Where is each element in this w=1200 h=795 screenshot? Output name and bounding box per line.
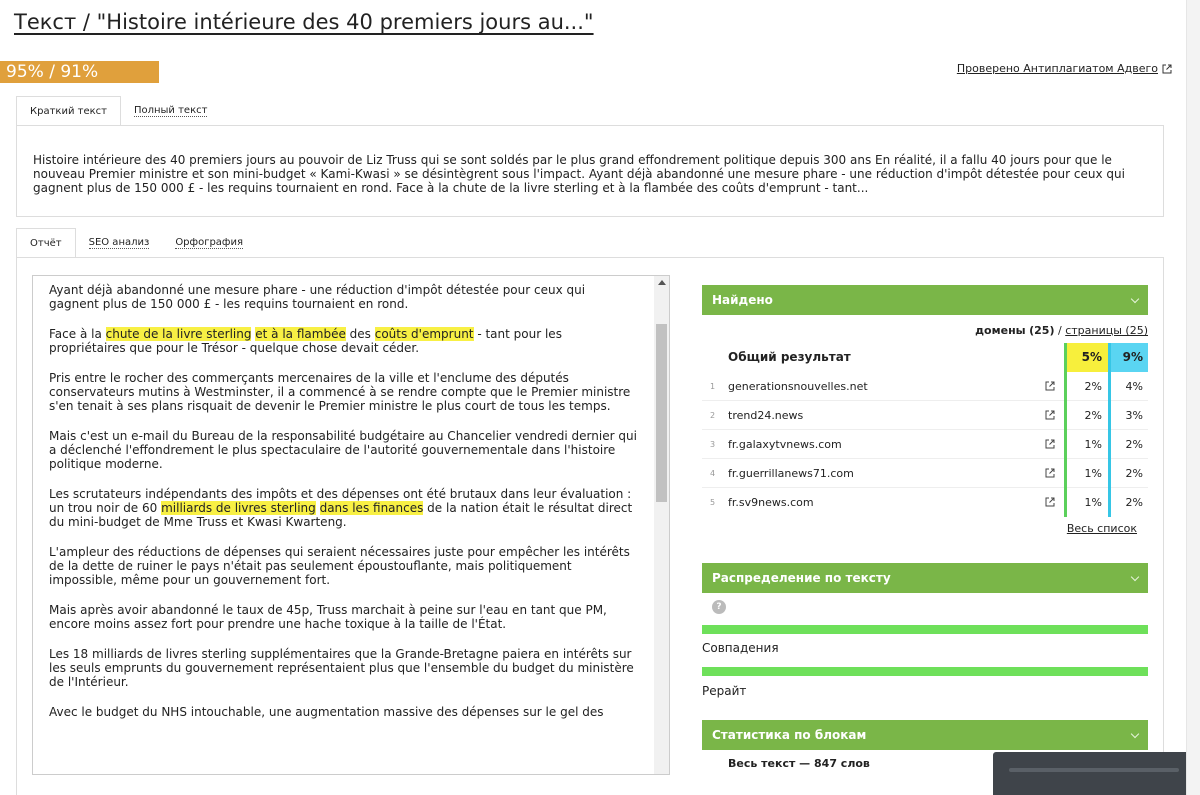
row-domain[interactable]: fr.galaxytvnews.com [728,438,842,451]
matches-label: Совпадения [702,641,779,655]
row-number: 1 [710,382,716,391]
row-domain[interactable]: fr.sv9news.com [728,496,814,509]
row-matches-value: 2% [1064,372,1108,401]
match-highlight: chute de la livre sterling [105,327,252,341]
external-link-icon[interactable] [1045,381,1055,394]
tab-short-text-label: Краткий текст [30,106,107,117]
short-text-preview: Histoire intérieure des 40 premiers jours au pouvoir de Liz Truss qui se sont soldés par le plus grand effondrement politique depuis 300 ans En réalité, il a fallu 40 jours pour que le nouveau Premier ministre et son mini-budget « Kami-Kwasi » se désintègrent sous l'impact. Ayant déjà abandonné une mesure phare - une réduction d'impôt détestée pour ceux qui gagnent plus de 150 000 £ - les requins tournaient en rond. Face à la chute de la livre sterling et à la flambée des coûts d'emprunt - tant... [16,125,1164,217]
tab-full-text-label: Полный текст [133,105,208,116]
rewrite-label: Рерайт [702,684,747,698]
external-link-icon [1162,64,1172,74]
page-title: Текст / "Histoire intérieure des 40 premiers jours au..." [14,10,594,34]
page-scrollbar[interactable] [1186,0,1200,795]
row-rewrite-value: 2% [1108,459,1148,488]
table-row[interactable] [702,430,1148,459]
row-rewrite-value: 3% [1108,401,1148,430]
text-span: Face à la [49,327,106,341]
row-number: 5 [710,498,716,507]
checked-text-content [33,276,669,719]
match-highlight: et à la flambée [255,327,346,341]
chevron-down-icon [1131,730,1139,738]
row-rewrite-value: 2% [1108,488,1148,517]
row-matches-value: 1% [1064,488,1108,517]
matches-distribution-bar [702,625,1148,634]
text-paragraph [49,487,637,529]
text-span: - tant pour les propriétaires que pour le Trésor - quelque chose devait céder. [49,327,562,355]
match-highlight: coûts d'emprunt [374,327,474,341]
report-tabs [16,228,256,258]
text-scrollbar[interactable] [654,276,669,774]
checked-text-area[interactable] [32,275,670,775]
found-heading: Найдено [712,293,773,307]
domains-count: (25) [1029,324,1055,337]
row-number: 4 [710,469,716,478]
text-paragraph: Les 18 milliards de livres sterling supplémentaires que la Grande-Bretagne paiera en intérêts sur les seuls emprunts du gouvernement représentaient plus que l'ensemble du budget du ministère de l'Intérieur. [49,647,634,689]
tab-seo-analysis[interactable] [76,228,163,258]
text-view-tabs [16,96,220,126]
text-paragraph: Mais après avoir abandonné le taux de 45p, Truss marchait à peine sur l'eau en tant que PM, encore moins assez fort pour prendre une hache toxique à la taille de l'État. [49,603,607,631]
row-number: 3 [710,440,716,449]
row-rewrite-value: 2% [1108,430,1148,459]
table-row[interactable] [702,459,1148,488]
found-panel-header[interactable] [702,285,1148,315]
tab-seo-label: SEO анализ [88,237,150,248]
block-stats-heading: Статистика по блокам [712,728,867,742]
tab-spelling[interactable] [162,228,256,258]
domains-pages-summary [975,324,1148,337]
tab-full-text[interactable] [121,96,220,126]
text-paragraph: Pris entre le rocher des commerçants mercenaires de la ville et l'enclume des députés conservateurs mutins à Westminster, il a commencé à se rendre compte que le Premier ministre s'en tenait à ses plans risquait de devenir le Premier ministre le plus court de tous les temps. [49,371,631,413]
whole-text-word-count: Весь текст — 847 слов [728,757,870,770]
table-row[interactable] [702,488,1148,517]
full-list-link[interactable]: Весь список [1066,522,1137,535]
match-highlight: milliards de livres sterling [161,501,316,515]
antiplagiarism-link[interactable] [957,62,1172,75]
row-matches-value: 2% [1064,401,1108,430]
total-rewrite-value: 9% [1108,343,1148,372]
pages-link[interactable]: страницы (25) [1065,324,1148,337]
text-span [316,501,320,515]
row-matches-value: 1% [1064,459,1108,488]
separator: / [1058,324,1062,337]
rewrite-distribution-bar [702,667,1148,676]
match-highlight: dans les finances [319,501,424,515]
total-result-label: Общий результат [728,350,851,364]
text-paragraph: Avec le budget du NHS intouchable, une augmentation massive des dépenses sur le gel des [49,705,604,719]
domains-label: домены [975,324,1026,337]
text-paragraph: Mais c'est un e-mail du Bureau de la responsabilité budgétaire au Chancelier vendredi dernier qui a déclenché l'effondrement le plus spectaculaire de l'autorité gouvernementale dans l'histoire politique moderne. [49,429,637,471]
tab-report[interactable] [16,228,76,258]
tab-spelling-label: Орфография [175,237,243,248]
text-paragraph: L'ampleur des réductions de dépenses qui seraient nécessaires juste pour empêcher les intérêts de la dette de ruiner le pays n'était pas seulement époustouflante, mais politiquement impossible, même pour un gouvernement fort. [49,545,630,587]
uniqueness-score-badge: 95% / 91% [0,61,159,83]
text-span: des [345,327,375,341]
row-matches-value: 1% [1064,430,1108,459]
total-matches-value: 5% [1064,343,1108,372]
row-rewrite-value: 4% [1108,372,1148,401]
chevron-down-icon [1131,295,1139,303]
external-link-icon[interactable] [1045,439,1055,452]
toast-text-placeholder-icon [1009,766,1179,774]
scroll-up-arrow-icon[interactable] [658,280,666,285]
external-link-icon[interactable] [1045,497,1055,510]
row-domain[interactable]: generationsnouvelles.net [728,380,868,393]
external-link-icon[interactable] [1045,468,1055,481]
external-link-icon[interactable] [1045,410,1055,423]
scroll-thumb[interactable] [656,324,667,502]
table-row[interactable] [702,401,1148,430]
table-row[interactable] [702,372,1148,401]
distribution-panel-header[interactable] [702,563,1148,593]
distribution-heading: Распределение по тексту [712,571,891,585]
text-span: Les scrutateurs indépendants des impôts et des dépenses ont été brutaux dans leur évaluation : un trou noir de 60 [49,487,632,515]
text-paragraph: Ayant déjà abandonné une mesure phare - une réduction d'impôt détestée pour ceux qui gagnent plus de 150 000 £ - les requins tournaient en rond. [49,283,586,311]
chevron-down-icon [1131,573,1139,581]
antiplagiarism-link-label: Проверено Антиплагиатом Адвего [956,62,1158,75]
notification-toast[interactable] [993,752,1200,795]
text-paragraph [49,327,637,355]
row-domain[interactable]: trend24.news [728,409,804,422]
tab-report-label: Отчёт [30,238,62,249]
total-result-row [702,343,1148,372]
help-icon[interactable]: ? [712,600,726,614]
row-domain[interactable]: fr.guerrillanews71.com [728,467,854,480]
row-number: 2 [710,411,716,420]
tab-short-text[interactable] [16,96,121,126]
block-stats-panel-header[interactable] [702,720,1148,750]
text-span: de la nation était le résultat direct du mini-budget de Mme Truss et Kwasi Kwarteng. [49,501,633,529]
